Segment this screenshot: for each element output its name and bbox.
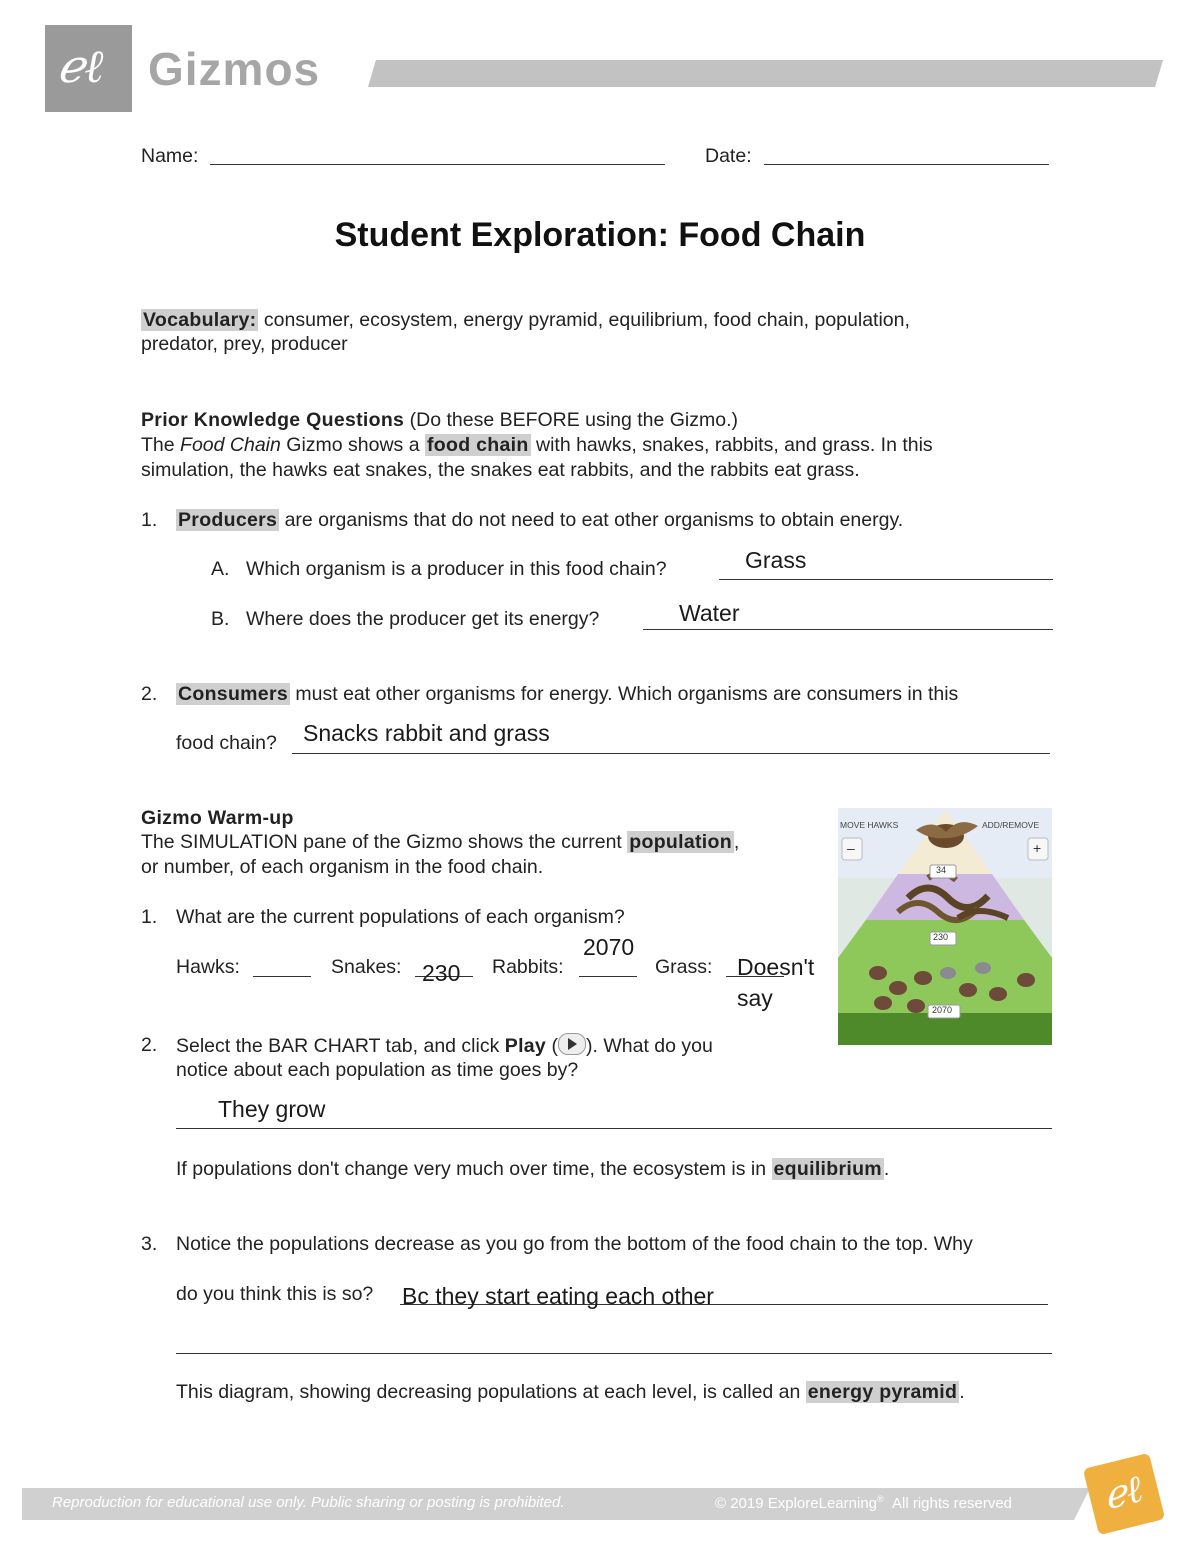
q1a-answer-line[interactable]	[719, 579, 1053, 580]
q2-answer-line[interactable]	[292, 753, 1050, 754]
prior-heading-row	[141, 408, 738, 432]
footer-notice: Reproduction for educational use only. Public sharing or posting is prohibited.	[52, 1494, 565, 1511]
prior-q1a-text: Which organism is a producer in this food chain?	[246, 558, 667, 580]
q1a-answer: Grass	[745, 547, 807, 573]
explorelearning-logo	[1083, 1453, 1165, 1535]
hawks-label: Hawks:	[176, 956, 240, 978]
snakes-answer: 230	[422, 960, 461, 986]
name-field[interactable]	[210, 164, 665, 165]
prior-q1a-letter: A.	[211, 558, 230, 580]
date-label: Date:	[705, 145, 752, 167]
logo-glyph: ℯℓ	[57, 39, 104, 93]
grass-answer-line-2: say	[737, 985, 773, 1011]
vocabulary-terms: consumer, ecosystem, energy pyramid, equilibrium, food chain, population,	[263, 309, 910, 331]
prior-q2-text-2: food chain?	[176, 732, 277, 754]
prior-q2-number: 2.	[141, 683, 158, 705]
brand-name: Gizmos	[148, 43, 321, 95]
equilibrium-term: equilibrium	[773, 1158, 882, 1180]
warmup-q3-line-1: Notice the populations decrease as you go from the bottom of the food chain to the top. Why	[176, 1233, 973, 1255]
q1b-answer-line[interactable]	[643, 629, 1053, 630]
warmup-q2-number: 2.	[141, 1034, 158, 1056]
rabbits-label: Rabbits:	[492, 956, 564, 978]
warmup-q2-line-1: Select the BAR CHART tab, and click Play ( ). What do you	[176, 1035, 713, 1057]
warmup-q3-number: 3.	[141, 1233, 158, 1255]
vocabulary-label: Vocabulary:	[143, 309, 257, 331]
snakes-count: 230	[933, 932, 949, 942]
prior-q1-number: 1.	[141, 509, 158, 531]
snakes-label: Snakes:	[331, 956, 402, 978]
plus-button: +	[1033, 840, 1042, 856]
warmup-q1-text: What are the current populations of each organism?	[176, 906, 625, 928]
q1b-answer: Water	[679, 600, 740, 626]
warmup-intro-line-2: or number, of each organism in the food chain.	[141, 856, 544, 878]
warmup-q1-number: 1.	[141, 906, 158, 928]
energy-pyramid-term: energy pyramid	[807, 1381, 958, 1403]
population-term: population	[629, 831, 732, 853]
producers-term: Producers	[178, 509, 278, 531]
prior-q1b-text: Where does the producer get its energy?	[246, 608, 600, 630]
prior-intro-line-2: simulation, the hawks eat snakes, the snakes eat rabbits, and the rabbits eat grass.	[141, 459, 860, 481]
grass-label: Grass:	[655, 956, 713, 978]
move-hawks-label: MOVE HAWKS	[840, 820, 899, 830]
footer-logo-glyph: ℯℓ	[1098, 1466, 1147, 1519]
warmup-heading: Gizmo Warm-up	[141, 807, 294, 829]
prior-intro-line-1: The Food Chain Gizmo shows a food chain with hawks, snakes, rabbits, and grass. In this	[141, 434, 933, 456]
vocabulary-line-2: predator, prey, producer	[141, 333, 348, 355]
play-button-icon	[558, 1033, 586, 1055]
warmup-q2-line-2: notice about each population as time goes by?	[176, 1059, 579, 1081]
warmup-q2-answer-line[interactable]	[176, 1128, 1052, 1129]
prior-heading: Prior Knowledge Questions	[141, 409, 405, 431]
play-term: Play	[504, 1035, 547, 1057]
minus-button: –	[847, 840, 855, 856]
hawks-answer-line[interactable]	[253, 976, 311, 977]
name-label: Name:	[141, 145, 199, 167]
gizmos-logo	[45, 25, 132, 112]
consumers-term: Consumers	[178, 683, 288, 705]
page-title: Student Exploration: Food Chain	[334, 216, 866, 254]
prior-heading-note: (Do these BEFORE using the Gizmo.)	[409, 409, 738, 431]
rabbits-answer-line[interactable]	[579, 976, 637, 977]
equilibrium-line: If populations don't change very much over time, the ecosystem is in equilibrium .	[176, 1158, 890, 1180]
food-chain-term: food chain	[427, 434, 529, 456]
date-field[interactable]	[764, 164, 1049, 165]
grass-answer-line-1: Doesn't	[737, 954, 815, 980]
energy-pyramid-line: This diagram, showing decreasing populations at each level, is called an energy pyramid .	[176, 1381, 965, 1403]
hawks-count: 34	[936, 865, 947, 875]
prior-q2: Consumers must eat other organisms for energy. Which organisms are consumers in this	[178, 683, 959, 705]
warmup-q3-line-2: do you think this is so?	[176, 1283, 374, 1305]
prior-q1b-letter: B.	[211, 608, 230, 630]
warmup-q3-answer-line-2[interactable]	[176, 1353, 1052, 1354]
q2-answer: Snacks rabbit and grass	[303, 720, 550, 746]
header-bar	[368, 60, 1163, 87]
warmup-q3-answer: Bc they start eating each other	[402, 1283, 714, 1309]
rabbits-count: 2070	[932, 1005, 953, 1015]
add-remove-label: ADD/REMOVE	[982, 820, 1040, 830]
warmup-intro-line-1: The SIMULATION pane of the Gizmo shows the current population ,	[141, 831, 740, 853]
footer-copyright: © 2019 ExploreLearning® All rights reserved	[715, 1494, 1013, 1512]
vocabulary-line-1	[141, 308, 910, 332]
warmup-q2-answer: They grow	[218, 1096, 326, 1122]
rabbits-answer: 2070	[583, 934, 635, 960]
gizmo-pyramid-image	[838, 808, 1052, 1045]
prior-q1: Producers are organisms that do not need to eat other organisms to obtain energy.	[178, 509, 904, 531]
